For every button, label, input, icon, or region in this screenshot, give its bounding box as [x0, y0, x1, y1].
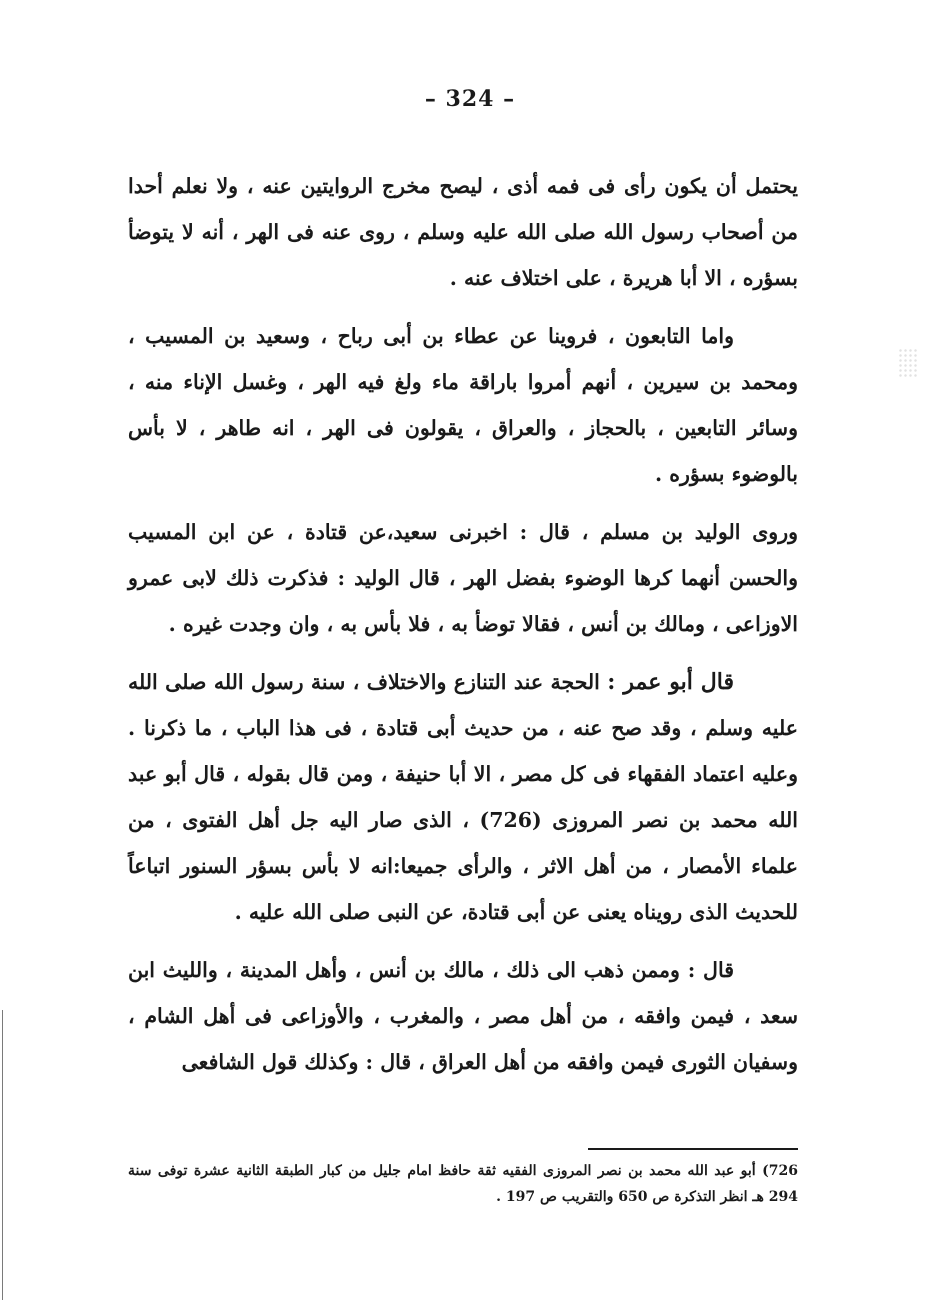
paragraph-5: قال : وممن ذهب الى ذلك ، مالك بن أنس ، وأهل المدينة ، والليث ابن سعد ، فيمن وافقه ، من أهل مصر ، والمغرب ، والأوزاعى فى أهل الشام ، وسفيان الثورى فيمن وافقه من أهل العراق ، قال : وكذلك قول الشافعى: [128, 958, 798, 1074]
main-text: [128, 163, 798, 1085]
paragraph-4-text: الحجة عند التنازع والاختلاف ، سنة رسول الله صلى الله عليه وسلم ، وقد صح عنه ، من حديث أبى قتادة ، فى هذا الباب ، ما ذكرنا . وعليه اعتماد الفقهاء فى كل مصر ، الا أبا حنيفة ، ومن قال بقوله ، قال أبو عبد الله محمد بن نصر المروزى (726) ، الذى صار اليه جل أهل الفتوى ، من علماء الأمصار ، من أهل الاثر ، والرأى جميعا:انه لا بأس بسؤر السنور اتباعاً للحديث الذى رويناه يعنى عن أبى قتادة، عن النبى صلى الله عليه .: [128, 670, 798, 924]
paragraph-4: [128, 659, 798, 935]
paragraph-3: وروى الوليد بن مسلم ، قال : اخبرنى سعيد،عن قتادة ، عن ابن المسيب والحسن أنهما كرها الوضوء بفضل الهر ، قال الوليد : فذكرت ذلك لابى عمرو الاوزاعى ، ومالك بن أنس ، فقالا توضأ به ، فلا بأس به ، وان وجدت غيره .: [128, 520, 798, 636]
paragraph-1: يحتمل أن يكون رأى فى فمه أذى ، ليصح مخرج الروايتين عنه ، ولا نعلم أحدا من أصحاب رسول الله صلى الله عليه وسلم ، روى عنه فى الهر ، أنه لا يتوضأ بسؤره ، الا أبا هريرة ، على اختلاف عنه .: [128, 174, 798, 290]
speaker-label: قال أبو عمر :: [607, 669, 734, 695]
footnote-divider: [588, 1148, 798, 1150]
scan-edge-line: [2, 1010, 3, 1300]
footnote: 726) أبو عبد الله محمد بن نصر المروزى الفقيه ثقة حافظ امام جليل من كبار الطبقة الثانية عشرة توفى سنة 294 هـ انظر التذكرة ص 650 والتقريب ص 197 .: [128, 1163, 798, 1205]
scan-speck: [898, 348, 918, 378]
paragraph-2: واما التابعون ، فروينا عن عطاء بن أبى رباح ، وسعيد بن المسيب ، ومحمد بن سيرين ، أنهم أمروا باراقة ماء ولغ فيه الهر ، وغسل الإناء منه ، وسائر التابعين ، بالحجاز ، والعراق ، يقولون فى الهر ، انه طاهر ، لا بأس بالوضوء بسؤره .: [128, 324, 798, 486]
page-number: – 324 –: [424, 86, 516, 112]
